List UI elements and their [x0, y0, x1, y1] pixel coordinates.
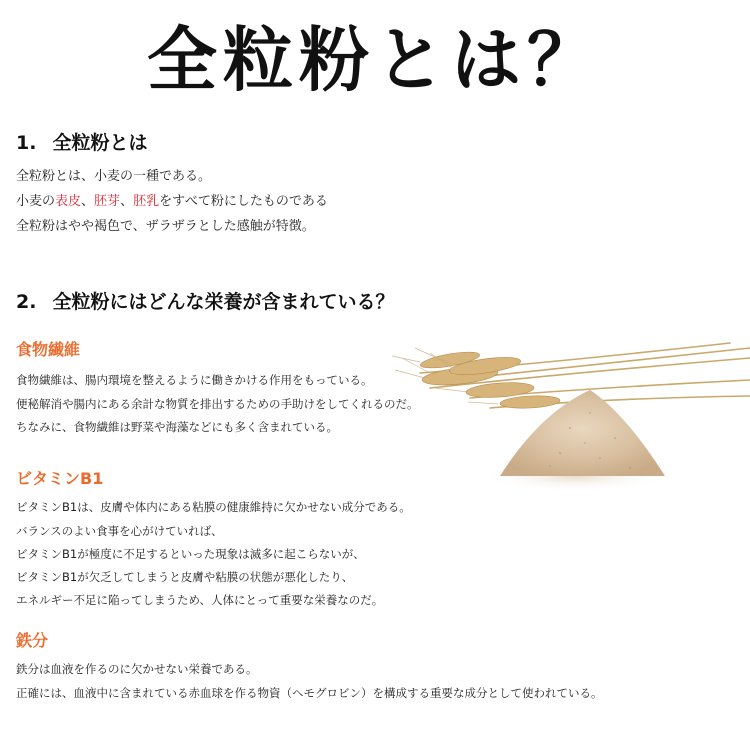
section-2-heading	[16, 290, 394, 314]
page-title: 全粒粉とは？	[147, 19, 603, 101]
vitamin-line-2: バランスのよい食事を心がけていれば、	[16, 524, 223, 538]
fiber-line-2: 便秘解消や腸内にある余計な物質を排出するための手助けをしてくれるのだ。	[16, 397, 419, 411]
wheat-flour-illustration	[390, 318, 750, 498]
fiber-line-3: ちなみに、食物繊維は野菜や海藻などにも多く含まれている。	[16, 420, 338, 434]
vitamin-line-4: ビタミンB1が欠乏してしまうと皮膚や粘膜の状態が悪化したり、	[16, 570, 354, 584]
highlight-germ: 胚芽	[94, 194, 121, 209]
line-2-text-a: 小麦の	[16, 194, 56, 209]
section-1-line-3: 全粒粉はやや褐色で、ザラザラとした感触が特徴。	[16, 219, 315, 234]
iron-heading: 鉄分	[16, 631, 49, 650]
iron-line-2: 正確には、血液中に含まれている赤血球を作る物資（ヘモグロビン）を構成する重要な成分として使われている。	[16, 686, 603, 700]
vitamin-line-5: エネルギー不足に陥ってしまうため、人体にとって重要な栄養なのだ。	[16, 593, 384, 607]
highlight-outer-skin: 表皮	[55, 194, 82, 209]
section-1-title: 全粒粉とは	[52, 132, 148, 154]
wheat-flour-icon	[390, 318, 750, 498]
fiber-line-1: 食物繊維は、腸内環境を整えるように働きかける作用をもっている。	[16, 373, 373, 387]
vitamin-line-1: ビタミンB1は、皮膚や体内にある粘膜の健康維持に欠かせない成分である。	[16, 500, 411, 514]
vitamin-line-3: ビタミンB1が極度に不足するといった現象は滅多に起こらないが、	[16, 547, 365, 561]
section-1-number: 1.	[16, 132, 37, 154]
vitamin-heading: ビタミンB1	[16, 469, 104, 488]
section-1-line-1: 全粒粉とは、小麦の一種である。	[16, 169, 212, 184]
section-2-title: 全粒粉にはどんな栄養が含まれている？	[52, 291, 395, 313]
section-1-line-2	[16, 193, 328, 211]
section-2-number: 2.	[16, 291, 37, 313]
fiber-heading: 食物繊維	[16, 340, 81, 359]
section-1-heading	[16, 131, 147, 155]
line-2-text-b: をすべて粉にしたものである	[159, 194, 328, 209]
iron-line-1: 鉄分は血液を作るのに欠かせない栄養である。	[16, 662, 258, 676]
line-2-sep-1: 、	[81, 194, 95, 209]
highlight-endosperm: 胚乳	[133, 194, 160, 209]
line-2-sep-2: 、	[120, 194, 134, 209]
